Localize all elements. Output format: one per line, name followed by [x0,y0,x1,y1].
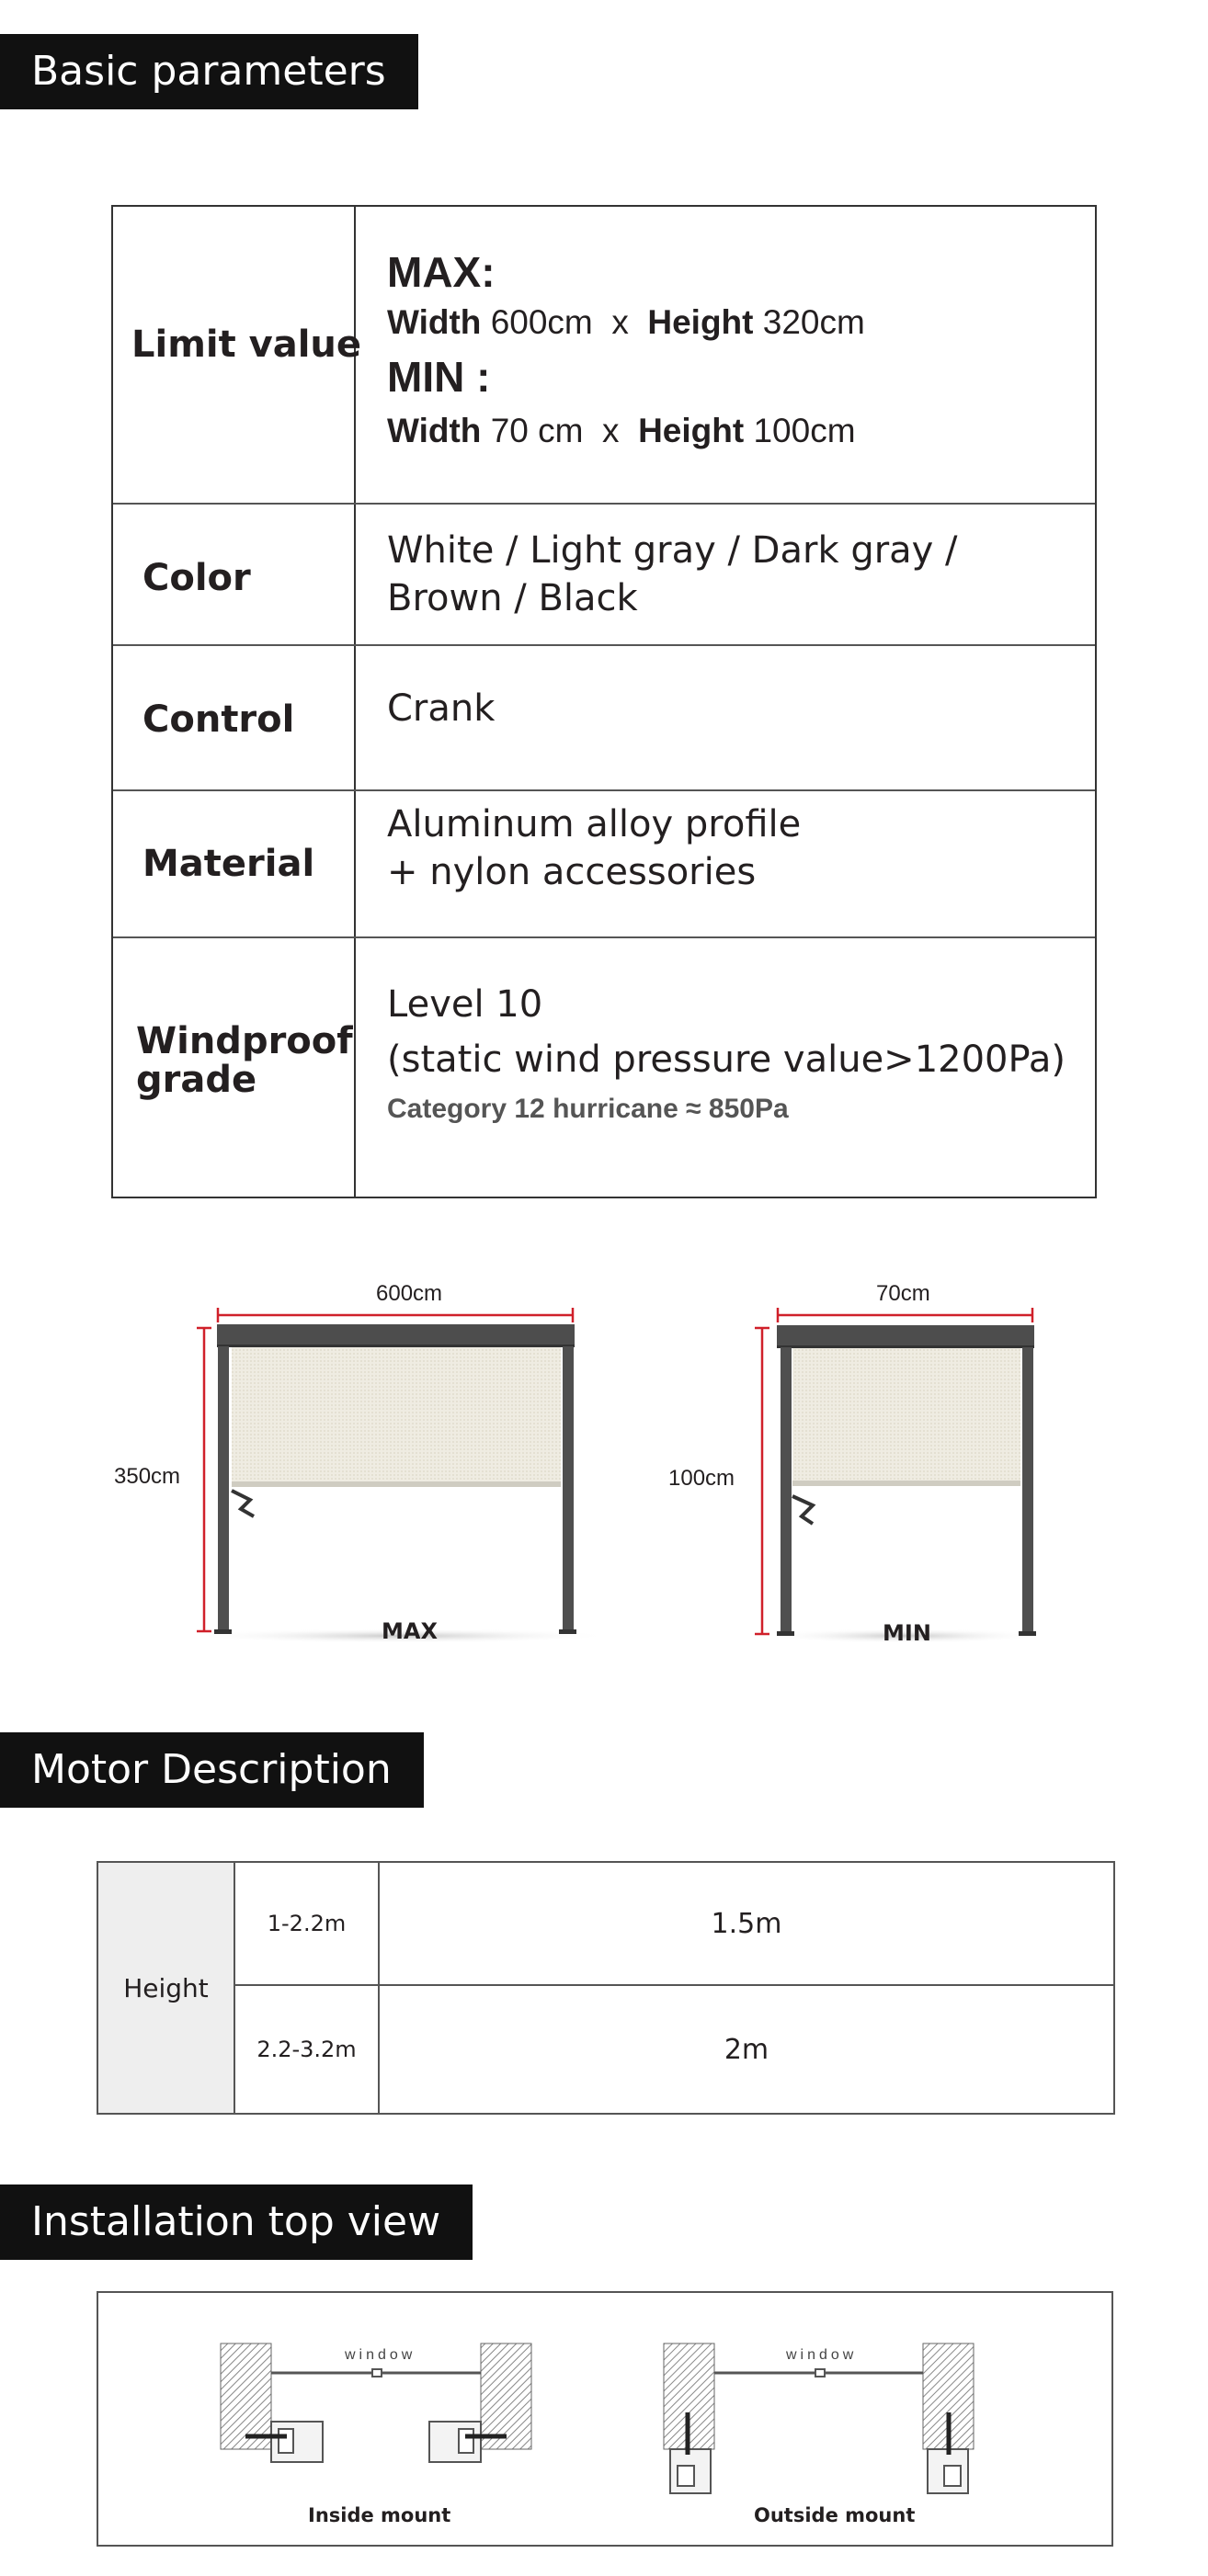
windproof-line-1: Level 10 [387,983,543,1026]
material-values [387,800,801,896]
min-heading: MIN : [387,353,491,401]
windproof-note: Category 12 hurricane ≈ 850Pa [387,1094,789,1124]
size-diagrams [0,1268,1208,1654]
row-windproof [113,938,1095,1198]
motor-value-2: 2m [724,2033,769,2066]
motor-range-1: 1-2.2m [235,1863,380,1986]
parameter-table [111,205,1097,1198]
windproof-values [387,977,1066,1131]
min-dimensions: Width 70 cm x Height 100cm [387,412,856,449]
label-material: Material [142,843,315,885]
motor-range-2: 2.2-3.2m [235,1986,380,2113]
window-label-inside: window [345,2347,416,2363]
outside-mount-label: Outside mount [754,2504,916,2526]
motor-row-header: Height [98,1863,235,2113]
installation-diagrams [98,2293,1111,2545]
windproof-line-2: (static wind pressure value>1200Pa) [387,1038,1066,1081]
min-width-label: 70cm [876,1281,930,1306]
color-values [387,527,958,622]
min-height-label: 100cm [668,1466,735,1491]
row-color [113,505,1095,646]
max-dimensions: Width 600cm x Height 320cm [387,303,865,341]
max-height-label: 350cm [114,1464,181,1489]
installation-diagram-box [97,2291,1113,2547]
label-windproof: Windproof grade [136,1020,353,1101]
section-title-motor-description: Motor Description [0,1732,424,1808]
material-line-2: + nylon accessories [387,851,757,893]
color-line-1: White / Light gray / Dark gray / [387,529,958,572]
max-width-label: 600cm [376,1281,443,1306]
section-title-installation-top-view: Installation top view [0,2184,473,2260]
row-material [113,791,1095,938]
size-diagram-graphics [0,1268,1208,1654]
material-line-1: Aluminum alloy profile [387,803,802,845]
label-control: Control [142,698,295,741]
label-color: Color [142,557,251,599]
label-limit-value: Limit value [131,323,362,366]
outside-mount-diagram [664,2343,974,2493]
max-diagram [189,1308,612,1643]
inside-mount-label: Inside mount [308,2504,451,2526]
max-caption: MAX [382,1618,438,1644]
max-heading: MAX: [387,248,496,296]
section-title-basic-parameters: Basic parameters [0,34,418,109]
color-line-2: Brown / Black [387,577,638,619]
row-limit-value [113,207,1095,505]
motor-value-1: 1.5m [380,1863,1113,1986]
window-label-outside: window [786,2347,858,2363]
min-diagram [755,1308,1043,1643]
min-caption: MIN [883,1620,931,1646]
row-control [113,646,1095,791]
limit-values [387,245,865,455]
control-value: Crank [387,687,496,730]
motor-table [97,1861,1115,2115]
